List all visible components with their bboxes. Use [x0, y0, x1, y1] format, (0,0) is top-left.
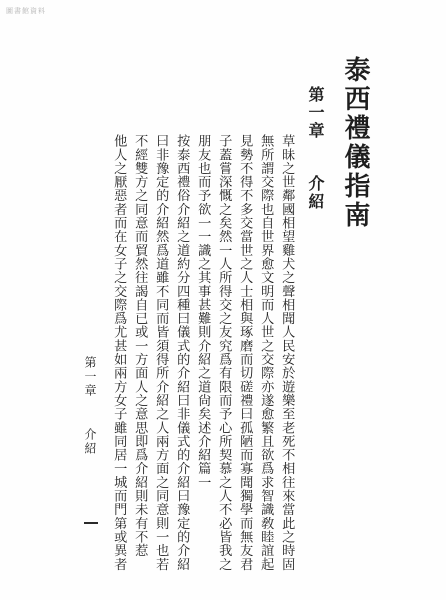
body-column: 曰非豫定的介紹然爲道雖不同而皆須得所介紹之人兩方面之同意則一也若 — [153, 134, 169, 571]
body-column: 見勢不得不多交當世之人士相與琢磨而切磋禮曰孤陋而寡聞獨學而無友君 — [237, 134, 253, 571]
watermark-stamp: 圖書館資料 — [6, 7, 46, 15]
footer-section: 介紹 — [83, 428, 97, 456]
body-column: 朋友也而予欲一一識之其事甚難則介紹之道尙矣述介紹篇一 — [195, 134, 211, 489]
body-column: 子蓋嘗深慨之矣然一人所得交之友究爲有限而予心所契慕之人不必皆我之 — [216, 134, 232, 571]
running-footer — [84, 356, 96, 456]
chapter-heading — [307, 86, 323, 211]
body-column: 無所謂交際也自世界愈文明而人世之交際亦遂愈繁且欲爲求智識敎睦誼起 — [258, 134, 274, 571]
body-column: 不經雙方之同意而貿然往謁自已或一方面人之意思即爲介紹則未有不惹 — [132, 134, 148, 558]
chapter-title: 介紹 — [306, 175, 325, 211]
body-column: 他人之厭惡者而在女子之交際爲尤甚如兩方女子雖同居一城而門第或異者 — [111, 134, 127, 571]
footer-chapter: 第一章 — [83, 356, 97, 398]
body-column: 草昧之世鄰國相望雞犬之聲相聞人民安於遊樂至老死不相往來當此之時固 — [279, 134, 295, 571]
body-column: 按泰西禮俗介紹之道約分四種曰儀式的介紹曰非儀式的介紹曰豫定的介紹 — [174, 134, 190, 571]
page-number — [84, 522, 98, 524]
book-title: 泰西禮儀指南 — [340, 56, 370, 230]
chapter-number: 第一章 — [306, 86, 325, 140]
